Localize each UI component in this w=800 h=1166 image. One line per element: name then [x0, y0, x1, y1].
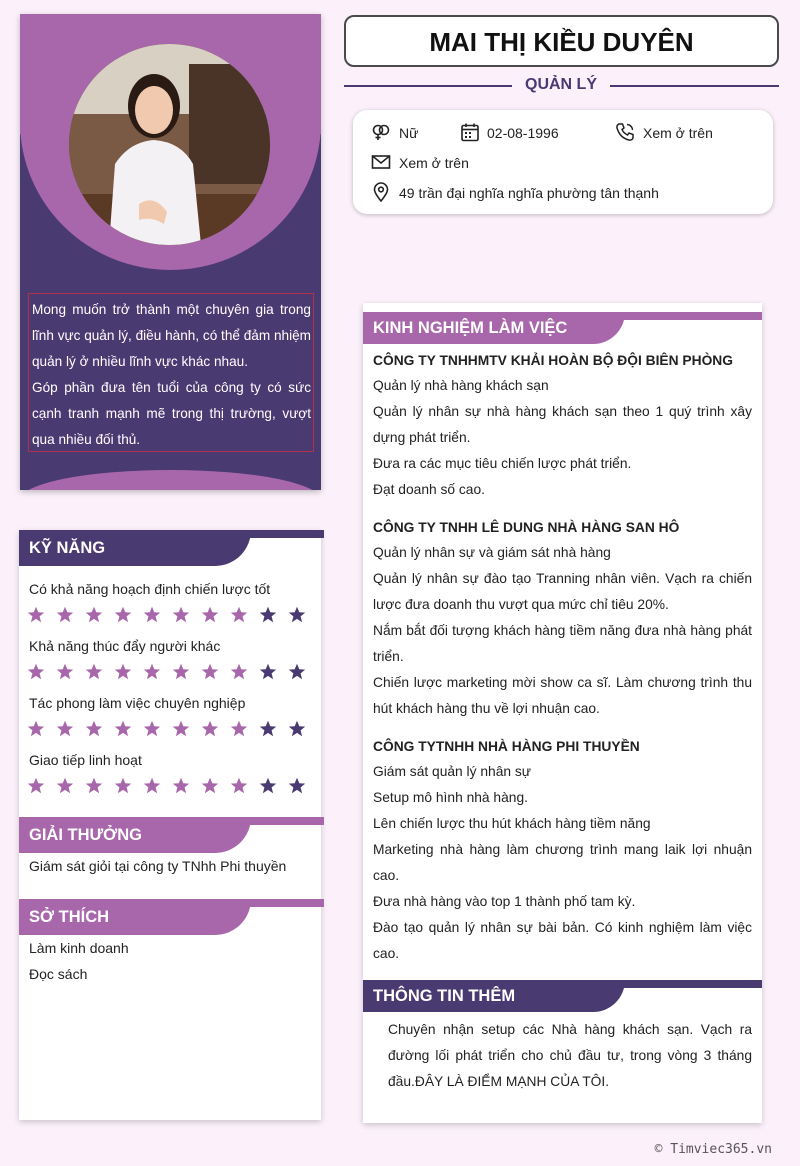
experience-header — [363, 312, 762, 348]
awards-header — [19, 817, 324, 853]
skill-rating — [27, 777, 317, 797]
company-name: CÔNG TY TNHH LÊ DUNG NHÀ HÀNG SAN HÔ — [373, 520, 680, 535]
star-icon — [230, 606, 248, 624]
job-role: Giám sát quản lý nhân sự — [373, 764, 532, 779]
job-role: Quản lý nhân sự và giám sát nhà hàng — [373, 545, 611, 560]
star-icon — [259, 606, 277, 624]
star-icon — [259, 777, 277, 795]
position-rule-right — [610, 85, 779, 87]
star-icon — [143, 606, 161, 624]
job-line: Đưa nhà hàng vào top 1 thành phố tam kỳ. — [373, 894, 636, 909]
star-icon — [288, 663, 306, 681]
job-line: Marketing nhà hàng làm chương trình mang laik lợi nhuận cao. — [373, 842, 752, 883]
watermark: © Timviec365.vn — [654, 1142, 772, 1157]
left-sections-card — [19, 530, 321, 1120]
mail-icon — [371, 152, 391, 172]
star-icon — [172, 777, 190, 795]
star-icon — [114, 606, 132, 624]
skill-name: Giao tiếp linh hoạt — [29, 752, 142, 768]
skill-rating — [27, 663, 317, 683]
dob-value: 02-08-1996 — [487, 125, 559, 141]
extra-info-title: THÔNG TIN THÊM — [363, 980, 625, 1012]
star-icon — [172, 606, 190, 624]
skills-title: KỸ NĂNG — [19, 530, 251, 566]
skill-name: Tác phong làm việc chuyên nghiệp — [29, 695, 246, 711]
awards-title: GIẢI THƯỞNG — [19, 817, 251, 853]
job-line: Đưa ra các mục tiêu chiến lược phát triển. — [373, 456, 632, 471]
star-icon — [27, 720, 45, 738]
job-line: Setup mô hình nhà hàng. — [373, 790, 528, 805]
star-icon — [27, 777, 45, 795]
job-line: Chiến lược marketing mời show ca sĩ. Làm chương trình thu hút khách hàng thu về lợi nhuận cao. — [373, 675, 752, 716]
star-icon — [259, 663, 277, 681]
star-icon — [114, 777, 132, 795]
address-value: 49 trần đại nghĩa nghĩa phường tân thạnh — [399, 185, 659, 201]
star-icon — [56, 606, 74, 624]
star-icon — [143, 663, 161, 681]
skill-rating — [27, 720, 317, 740]
star-icon — [288, 777, 306, 795]
position-rule-left — [344, 85, 512, 87]
company-name: CÔNG TYTNHH NHÀ HÀNG PHI THUYỀN — [373, 739, 640, 754]
star-icon — [85, 606, 103, 624]
star-icon — [56, 777, 74, 795]
experience-title: KINH NGHIỆM LÀM VIỆC — [363, 312, 625, 344]
location-icon — [371, 182, 391, 202]
hobby-item: Làm kinh doanh — [29, 940, 129, 956]
hobbies-title: SỞ THÍCH — [19, 899, 251, 935]
star-icon — [56, 720, 74, 738]
contact-card — [353, 110, 773, 214]
job-role: Quản lý nhà hàng khách sạn — [373, 378, 549, 393]
job-line: Đào tạo quản lý nhân sự bài bản. Có kinh nghiệm làm việc cao. — [373, 920, 752, 961]
star-icon — [201, 777, 219, 795]
star-icon — [172, 720, 190, 738]
hobby-item: Đọc sách — [29, 966, 88, 982]
job-line: Quản lý nhân sự nhà hàng khách sạn theo 1 quý trình xây dựng phát triển. — [373, 404, 752, 445]
experience-card — [363, 303, 762, 1123]
star-icon — [27, 606, 45, 624]
hobbies-header — [19, 899, 324, 935]
star-icon — [230, 720, 248, 738]
star-icon — [288, 720, 306, 738]
extra-info-header — [363, 980, 762, 1016]
job-line: Lên chiến lược thu hút khách hàng tiềm năng — [373, 816, 651, 831]
star-icon — [230, 777, 248, 795]
star-icon — [259, 720, 277, 738]
star-icon — [85, 720, 103, 738]
star-icon — [114, 663, 132, 681]
star-icon — [56, 663, 74, 681]
star-icon — [201, 606, 219, 624]
phone-value: Xem ở trên — [643, 125, 713, 141]
star-icon — [27, 663, 45, 681]
star-icon — [143, 720, 161, 738]
company-name: CÔNG TY TNHHMTV KHẢI HOÀN BỘ ĐỘI BIÊN PHÒNG — [373, 353, 734, 368]
footer-arc — [20, 470, 321, 490]
skills-header — [19, 530, 324, 566]
star-icon — [172, 663, 190, 681]
star-icon — [114, 720, 132, 738]
gender-value: Nữ — [399, 125, 419, 141]
email-value: Xem ở trên — [399, 155, 469, 171]
star-icon — [201, 720, 219, 738]
objective-paragraph-2: Góp phần đưa tên tuổi của công ty có sức cạnh tranh mạnh mẽ trong thị trường, vượt qua nhiều đối thủ. — [32, 380, 311, 447]
job-position: QUẢN LÝ — [525, 76, 597, 93]
avatar — [69, 44, 270, 245]
calendar-icon — [460, 122, 480, 142]
skill-name: Có khả năng hoạch định chiến lược tốt — [29, 581, 271, 597]
extra-info-text: Chuyên nhận setup các Nhà hàng khách sạn. Vạch ra đường lối phát triển cho chủ đầu tư, trong vòng 3 tháng đầu.ĐÂY LÀ ĐIỂM MẠNH CỦA TÔI. — [388, 1022, 752, 1089]
star-icon — [85, 663, 103, 681]
phone-icon — [615, 122, 635, 142]
gender-icon — [371, 122, 391, 142]
full-name: MAI THỊ KIỀU DUYÊN — [344, 15, 779, 67]
job-line: Đạt doanh số cao. — [373, 482, 485, 497]
job-line: Quản lý nhân sự đào tạo Tranning nhân viên. Vạch ra chiến lược đưa doanh thu vượt qua mức chỉ tiêu 20%. — [373, 571, 752, 612]
star-icon — [143, 777, 161, 795]
avatar-photo — [69, 44, 270, 245]
star-icon — [85, 777, 103, 795]
skill-name: Khả năng thúc đẩy người khác — [29, 638, 221, 654]
star-icon — [288, 606, 306, 624]
objective-paragraph-1: Mong muốn trở thành một chuyên gia trong lĩnh vực quản lý, điều hành, có thể đảm nhiệm quản lý ở nhiều lĩnh vực khác nhau. — [32, 302, 311, 369]
job-line: Nắm bắt đối tượng khách hàng tiềm năng đưa nhà hàng phát triển. — [373, 623, 752, 664]
star-icon — [201, 663, 219, 681]
profile-header-card — [20, 14, 321, 490]
award-item: Giám sát giỏi tại công ty TNhh Phi thuyền — [29, 858, 287, 874]
career-objective — [28, 293, 314, 452]
star-icon — [230, 663, 248, 681]
skill-rating — [27, 606, 317, 626]
